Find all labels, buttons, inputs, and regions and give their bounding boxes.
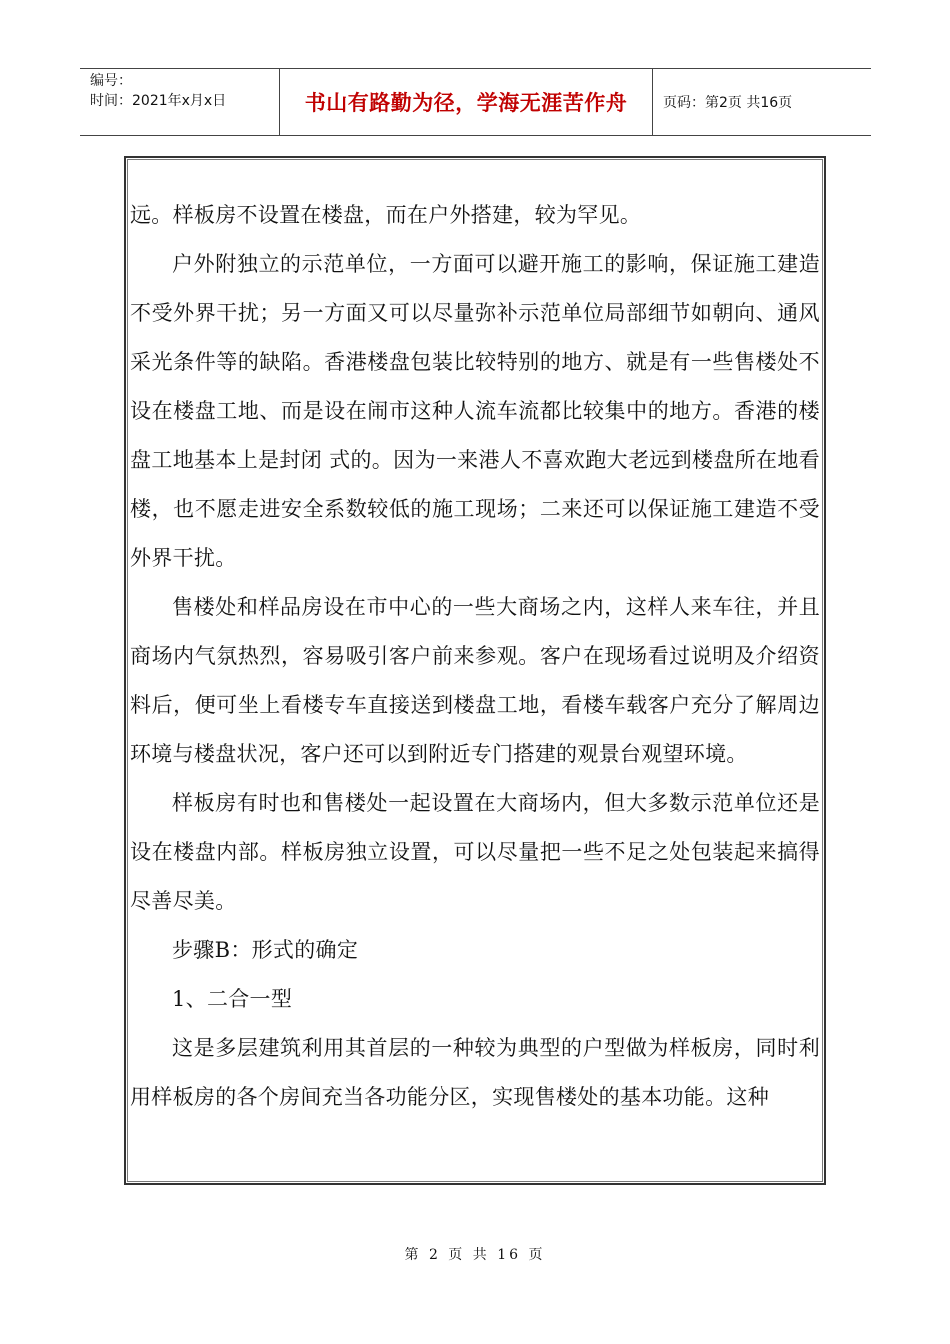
- section-heading-two-in-one: 1、二合一型: [172, 987, 293, 1011]
- paragraph-showroom: 样板房有时也和售楼处一起设置在大商场内，但大多数示范单位还是设在楼盘内部。样板房独立设置，可以尽量把一些不足之处包装起来搞得尽善尽美。: [130, 791, 820, 913]
- header-motto: 书山有路勤为径，学海无涯苦作舟: [280, 69, 653, 135]
- step-b-heading: 步骤B：形式的确定: [172, 938, 359, 962]
- document-date-label: 时间：2021年x月x日: [90, 93, 227, 109]
- paragraph-outdoor-unit: 户外附独立的示范单位，一方面可以避开施工的影响，保证施工建造不受外界干扰；另一方面又可以尽量弥补示范单位局部细节如朝向、通风采光条件等的缺陷。香港楼盘包装比较特别的地方、就是有一些售楼处不设在楼盘工地、而是设在闹市这种人流车流都比较集中的地方。香港的楼盘工地基本上是封闭 式的。因为一来港人不喜欢跑大老远到楼盘所在地看楼，也不愿走进安全系数较低的施工现场；二来还可以保证施工建造不受外界干扰。: [130, 252, 820, 570]
- header-page-info: 页码：第2页 共16页: [663, 95, 793, 111]
- paragraph-mall-sales: 售楼处和样品房设在市中心的一些大商场之内，这样人来车往，并且商场内气氛热烈，容易吸引客户前来参观。客户在现场看过说明及介绍资料后，便可坐上看楼专车直接送到楼盘工地，看楼车载客户充分了解周边环境与楼盘状况，客户还可以到附近专门搭建的观景台观望环境。: [130, 595, 820, 766]
- content-frame: [124, 156, 826, 1185]
- header-meta: [80, 69, 280, 135]
- page-header: [80, 68, 871, 136]
- document-number-label: 编号：: [90, 73, 132, 89]
- paragraph-continuation: 远。样板房不设置在楼盘，而在户外搭建，较为罕见。: [130, 203, 642, 227]
- page-footer: 第 2 页 共 16 页: [404, 1247, 546, 1263]
- paragraph-two-in-one: 这是多层建筑利用其首层的一种较为典型的户型做为样板房，同时利用样板房的各个房间充当各功能分区，实现售楼处的基本功能。这种: [130, 1036, 820, 1109]
